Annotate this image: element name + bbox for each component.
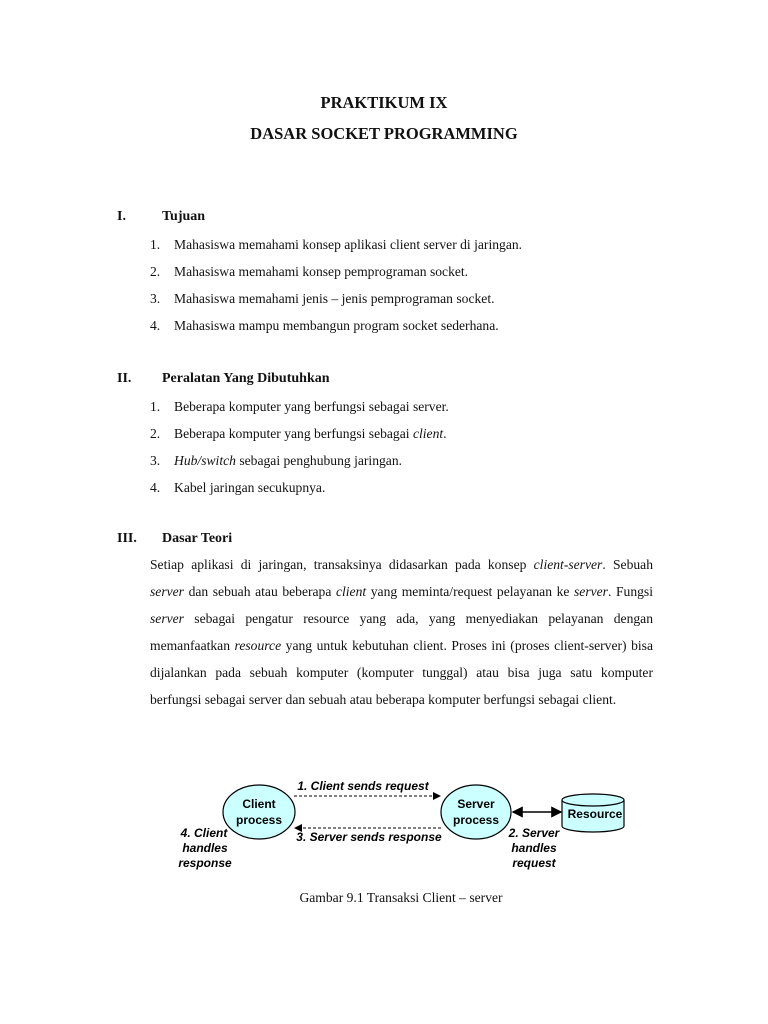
step-4-label-2: handles — [182, 841, 228, 855]
client-process-node — [223, 785, 295, 839]
server-label-1: Server — [457, 797, 495, 811]
step-4-label-3: response — [178, 856, 232, 870]
client-server-diagram — [170, 770, 640, 880]
step-1-label: 1. Client sends request — [297, 779, 429, 793]
section-1-list — [150, 235, 522, 343]
list-item: 3. Hub/switch sebagai penghubung jaringan. — [150, 453, 403, 468]
list-item: 1. Beberapa komputer yang berfungsi sebagai server. — [150, 399, 449, 414]
list-item: 2. Mahasiswa memahami konsep pemprograman socket. — [150, 264, 469, 279]
step-4-label-1: 4. Client — [180, 826, 228, 840]
server-process-node — [441, 785, 511, 839]
section-2-heading: Peralatan Yang Dibutuhkan — [162, 371, 330, 386]
step-3-label: 3. Server sends response — [296, 830, 442, 844]
step-2-label-2: handles — [511, 841, 557, 855]
section-3-heading: Dasar Teori — [162, 531, 233, 546]
list-item: 4. Mahasiswa mampu membangun program socket sederhana. — [150, 318, 499, 333]
list-item: 4. Kabel jaringan secukupnya. — [150, 480, 326, 495]
step-2-label-3: request — [512, 856, 556, 870]
figure-caption: Gambar 9.1 Transaksi Client – server — [299, 890, 503, 905]
title-line-1: PRAKTIKUM IX — [320, 93, 448, 112]
client-label-1: Client — [242, 797, 276, 811]
list-item: 3. Mahasiswa memahami jenis – jenis pemprograman socket. — [150, 291, 495, 306]
section-2-list — [150, 397, 449, 505]
section-3-number: III. — [117, 531, 137, 546]
server-label-2: process — [452, 813, 500, 827]
section-2-number: II. — [117, 371, 132, 386]
section-1-heading: Tujuan — [162, 209, 206, 224]
step-2-label-1: 2. Server — [508, 826, 560, 840]
resource-label: Resource — [567, 807, 623, 821]
client-label-2: process — [235, 813, 283, 827]
title-line-2: DASAR SOCKET PROGRAMMING — [250, 124, 518, 143]
theory-paragraph: Setiap aplikasi di jaringan, transaksinya didasarkan pada konsep client-server. Sebuah server dan sebuah atau beberapa client yang meminta/request pelayanan ke server. Fungsi server sebagai pengatur resource yang ada, yang menyediakan pelayanan dengan memanfaatkan resource yang untuk kebutuhan client. Proses ini (proses client-server) bisa dijalankan pada sebuah komputer (komputer tunggal) atau bisa juga satu komputer berfungsi sebagai server dan sebuah atau beberapa komputer berfungsi sebagai client. — [150, 557, 654, 707]
section-1-number: I. — [117, 209, 126, 224]
list-item: 2. Beberapa komputer yang berfungsi sebagai client. — [150, 426, 447, 441]
list-item: 1. Mahasiswa memahami konsep aplikasi client server di jaringan. — [150, 237, 523, 252]
